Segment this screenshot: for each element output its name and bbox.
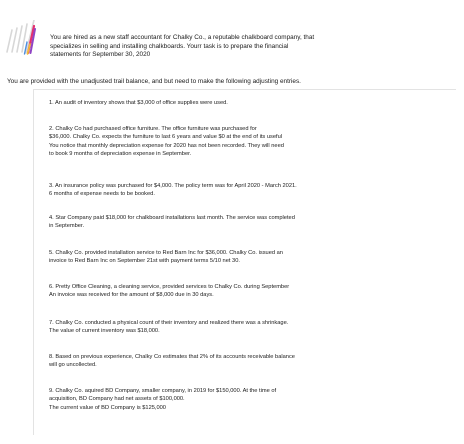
entry-6 <box>49 283 289 300</box>
entry-line: 7. Chalky Co. conducted a physical count of their inventory and realized there was a shrinkage. <box>49 320 289 326</box>
entry-line: in September. <box>49 223 85 230</box>
entry-4 <box>49 214 295 231</box>
header <box>0 8 464 66</box>
adjusting-entries-box <box>33 89 456 435</box>
entry-line: 9. Chalky Co. aquired BD Company, smaller company, in 2019 for $150,000. At the time of <box>49 388 277 394</box>
entry-line: The current value of BD Company is $125,000 <box>49 404 166 411</box>
entry-line: 6. Pretty Office Cleaning, a cleaning service, provided services to Chalky Co. during September <box>49 284 290 290</box>
entry-line: acquisition, BD Company had net assets of $100,000. <box>49 396 185 403</box>
entry-line: $36,000. Chalky Co. expects the furniture to last 6 years and value $0 at the end of its useful <box>49 134 283 141</box>
intro-line: You are hired as a new staff accountant for Chalky Co., a reputable chalkboard company, that <box>50 34 315 41</box>
entry-3 <box>49 182 297 199</box>
entry-9 <box>49 387 276 412</box>
entry-line: 5. Chalky Co. provided installation service to Red Barn Inc for $36,000. Chalky Co. issued an <box>49 250 283 256</box>
entry-7 <box>49 319 288 336</box>
entry-line: 6 months of expense needs to be booked. <box>49 191 155 198</box>
entry-8 <box>49 353 295 370</box>
entry-line: 1. An audit of inventory shows that $3,000 of office supplies were used. <box>49 100 228 106</box>
instructions-text: You are provided with the unadjusted trail balance, and but need to make the following adjusting entries. <box>7 78 301 85</box>
entry-line: You notice that monthly depreciation expense for 2020 has not been recorded. They will need <box>49 142 284 149</box>
chalk-logo-icon <box>4 20 36 56</box>
intro-text <box>50 34 400 60</box>
entry-5 <box>49 249 283 266</box>
entry-1 <box>49 99 228 107</box>
intro-line: specializes in selling and installing chalkboards. Yourr task is to prepare the financial <box>50 42 289 50</box>
entry-line: invoice to Red Barn Inc on September 21st with payment terms 5/10 net 30. <box>49 258 240 265</box>
entry-line: 8. Based on previous experience, Chalky Co estimates that 2% of its accounts receivable balance <box>49 354 295 360</box>
intro-line: statements for September 30, 2020 <box>50 51 151 59</box>
entry-line: 2. Chalky Co had purchased office furniture. The office furniture was purchased for <box>49 126 257 132</box>
entry-line: 4. Star Company paid $18,000 for chalkboard installations last month. The service was completed <box>49 215 295 221</box>
entry-line: to book 9 months of depreciation expense in September. <box>49 151 192 158</box>
entry-line: will go uncollected. <box>49 362 97 369</box>
entry-2 <box>49 125 284 159</box>
entry-line: The value of current inventory was $18,000. <box>49 328 160 335</box>
entry-line: 3. An insurance policy was purchased for $4,000. The policy term was for April 2020 - March 2021. <box>49 183 297 189</box>
entry-line: An invoice was received for the amount of $8,000 due in 30 days. <box>49 292 214 299</box>
